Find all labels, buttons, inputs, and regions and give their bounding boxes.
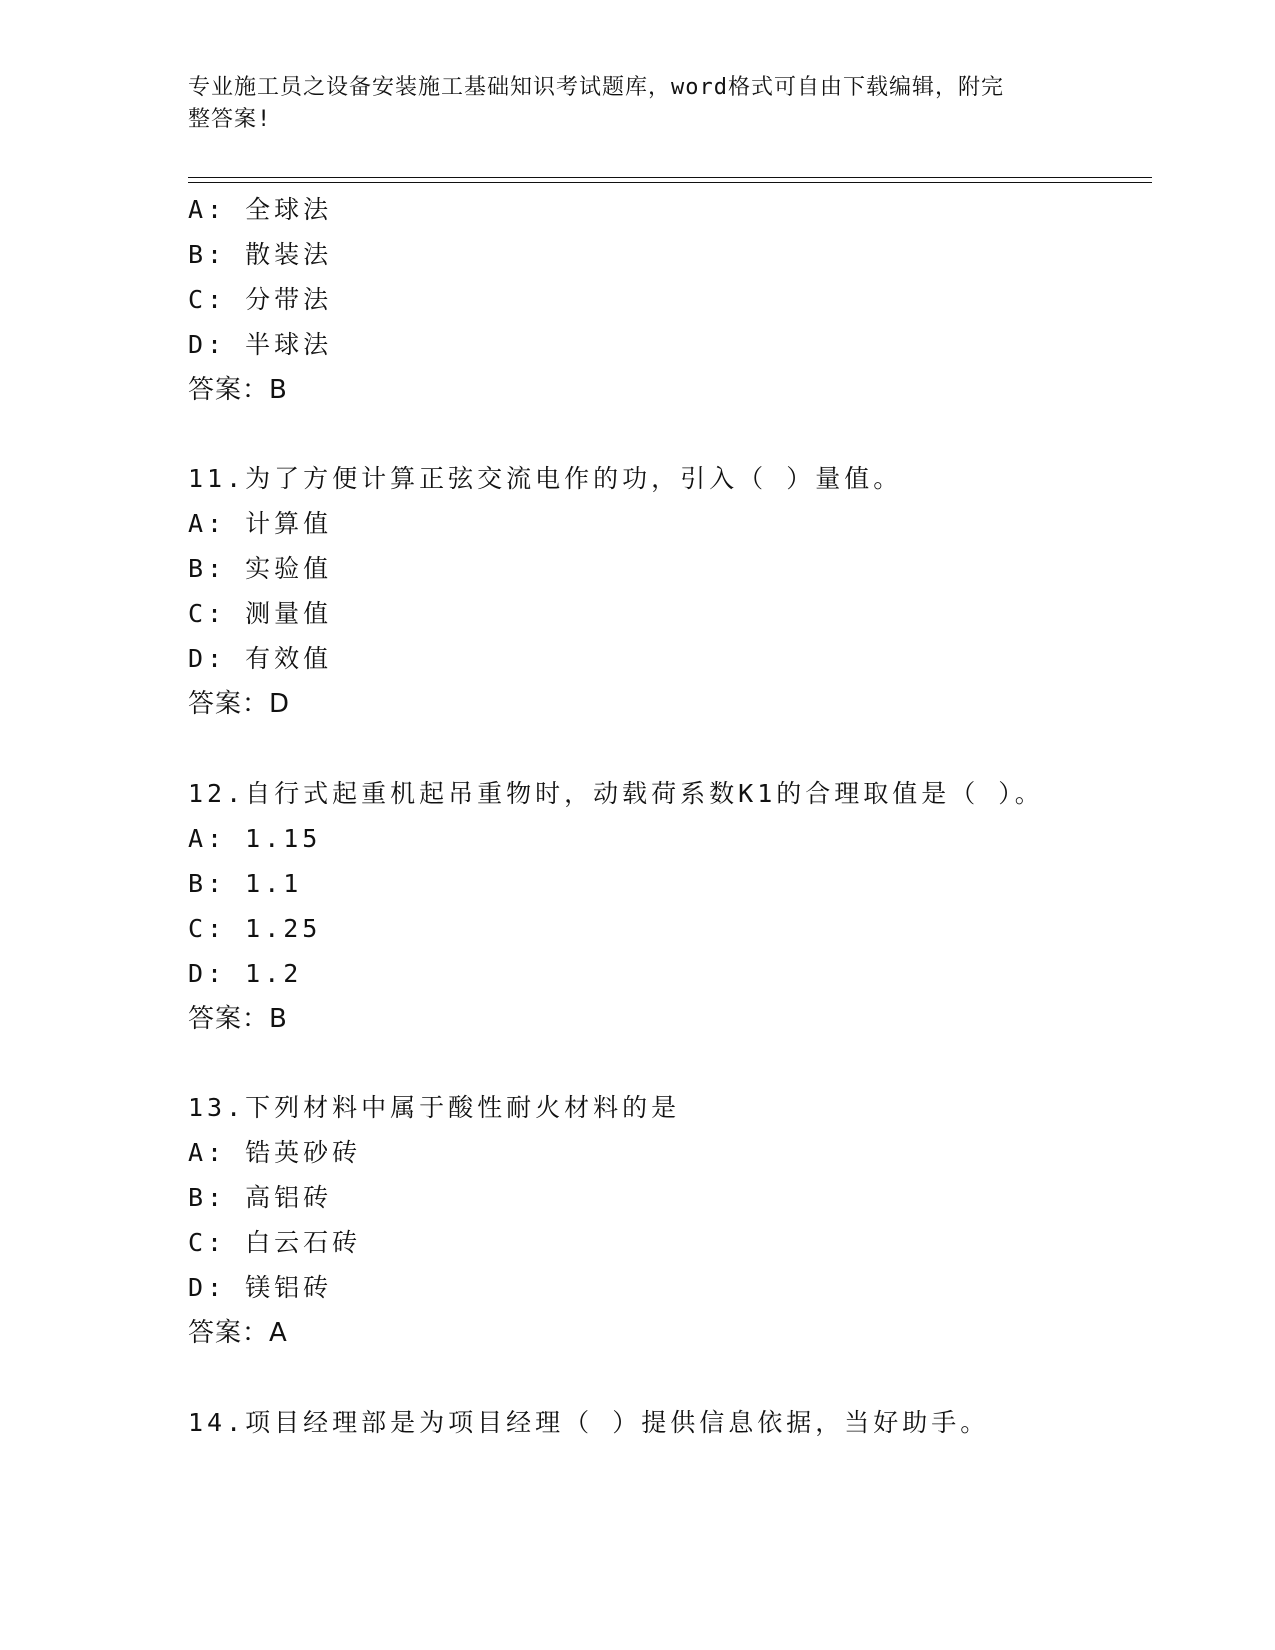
q10-option-b: B: 散装法 [188, 240, 333, 269]
q12-option-a: A: 1.15 [188, 824, 322, 853]
q13-option-c: C: 白云石砖 [188, 1228, 362, 1257]
q10-option-c: C: 分带法 [188, 285, 333, 314]
q11-question: 11.为了方便计算正弦交流电作的功，引入（ ）量值。 [188, 464, 903, 493]
q11-option-a: A: 计算值 [188, 509, 333, 538]
document-header [188, 72, 1068, 136]
q14-question: 14.项目经理部是为项目经理（ ）提供信息依据，当好助手。 [188, 1408, 990, 1437]
q12-option-b: B: 1.1 [188, 869, 303, 898]
header-line-2: 整答案! [188, 107, 272, 132]
q10-answer: 答案：B [188, 375, 288, 405]
q11-option-c: C: 测量值 [188, 599, 333, 628]
q10-option-d: D: 半球法 [188, 330, 333, 359]
q11-answer: 答案：D [188, 689, 291, 719]
q13-option-b: B: 高铝砖 [188, 1183, 333, 1212]
q13-answer: 答案：A [188, 1318, 288, 1348]
q12-option-c: C: 1.25 [188, 914, 322, 943]
header-divider-top [188, 177, 1152, 178]
header-divider-bottom [188, 182, 1152, 183]
q12-option-d: D: 1.2 [188, 959, 303, 988]
q13-option-d: D: 镁铝砖 [188, 1273, 333, 1302]
q12-question: 12.自行式起重机起吊重物时，动载荷系数K1的合理取值是（ ）。 [188, 779, 1044, 808]
q13-question: 13.下列材料中属于酸性耐火材料的是 [188, 1093, 681, 1122]
q12-answer: 答案：B [188, 1004, 288, 1034]
q10-option-a: A: 全球法 [188, 195, 333, 224]
q13-option-a: A: 锆英砂砖 [188, 1138, 362, 1167]
header-line-1: 专业施工员之设备安装施工基础知识考试题库，word格式可自由下载编辑，附完 [188, 75, 1004, 100]
q11-option-d: D: 有效值 [188, 644, 333, 673]
q11-option-b: B: 实验值 [188, 554, 333, 583]
